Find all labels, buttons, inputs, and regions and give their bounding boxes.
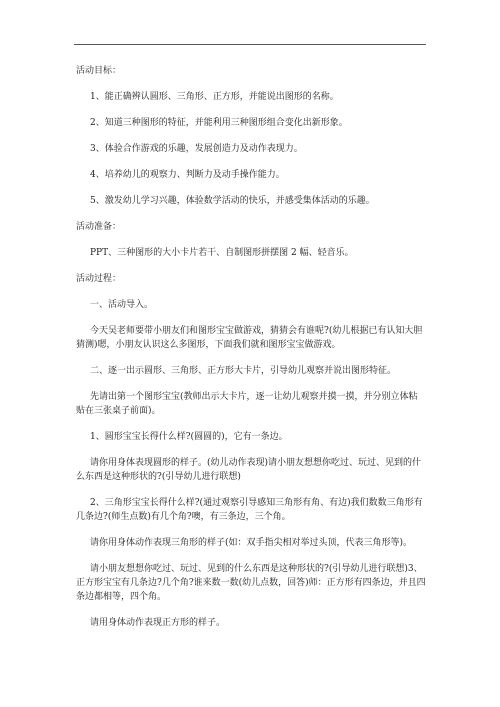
section-heading-goals: 活动目标： xyxy=(76,66,122,76)
header-rule xyxy=(74,44,426,45)
goal-item-3: 3、体验合作游戏的乐趣，发展创造力及动作表现力。 xyxy=(90,144,303,154)
process-paragraph: 请你用身体表现圆形的样子。(幼儿动作表现)请小朋友想想你吃过、玩过、见到的什么东西是这种形状的?(引导幼儿进行联想) xyxy=(76,458,422,482)
goal-item-2: 2、知道三种图形的特征，并能利用三种图形组合变化出新形象。 xyxy=(90,118,348,128)
document-body xyxy=(76,64,426,630)
triangle-item: 2、三角形宝宝长得什么样?(通过观察引导感知三角形有角、有边)我们数数三角形有几条边?(师生点数)有几个角?噢，有三条边，三个角。 xyxy=(76,498,423,522)
square-item: 请小朋友想想你吃过、玩过、见到的什么东西是这种形状的?(引导幼儿进行联想)3、正方形宝宝有几条边?几个角?谁来数一数(幼儿点数，回答)师：正方形有四条边，并且四条边都相等，四个角。 xyxy=(76,564,426,602)
process-step-2: 二、逐一出示圆形、三角形、正方形大卡片，引导幼儿观察并说出图形特征。 xyxy=(90,366,397,376)
process-paragraph: 请你用身体动作表现三角形的样子(如：双手指尖相对举过头顶，代表三角形等)。 xyxy=(90,538,413,548)
process-step-1: 一、活动导入。 xyxy=(90,300,154,310)
process-paragraph: 请用身体动作表现正方形的样子。 xyxy=(90,618,226,628)
section-heading-prep: 活动准备： xyxy=(76,222,122,232)
process-paragraph: 今天吴老师要带小朋友们和图形宝宝做游戏，猜猜会有谁呢?(幼儿根据已有认知大胆猜测)嗯，小朋友认识这么多图形，下面我们就和图形宝宝做游戏。 xyxy=(76,326,423,350)
goal-item-1: 1、能正确辨认圆形、三角形、正方形，并能说出图形的名称。 xyxy=(90,92,339,102)
process-paragraph: 先请出第一个图形宝宝(教师出示大卡片，逐一让幼儿观察并摸一摸，并分别立体粘贴在三张桌子前面)。 xyxy=(76,392,418,416)
goal-item-5: 5、激发幼儿学习兴趣，体验数学活动的快乐，并感受集体活动的乐趣。 xyxy=(90,196,375,206)
circle-item: 1、圆形宝宝长得什么样?(圆圆的)，它有一条边。 xyxy=(90,432,288,442)
goal-item-4: 4、培养幼儿的观察力、判断力及动手操作能力。 xyxy=(90,170,285,180)
section-heading-process: 活动过程： xyxy=(76,274,122,284)
prep-text: PPT、三种图形的大小卡片若干、自制图形拼摆图 2 幅、轻音乐。 xyxy=(90,248,354,258)
